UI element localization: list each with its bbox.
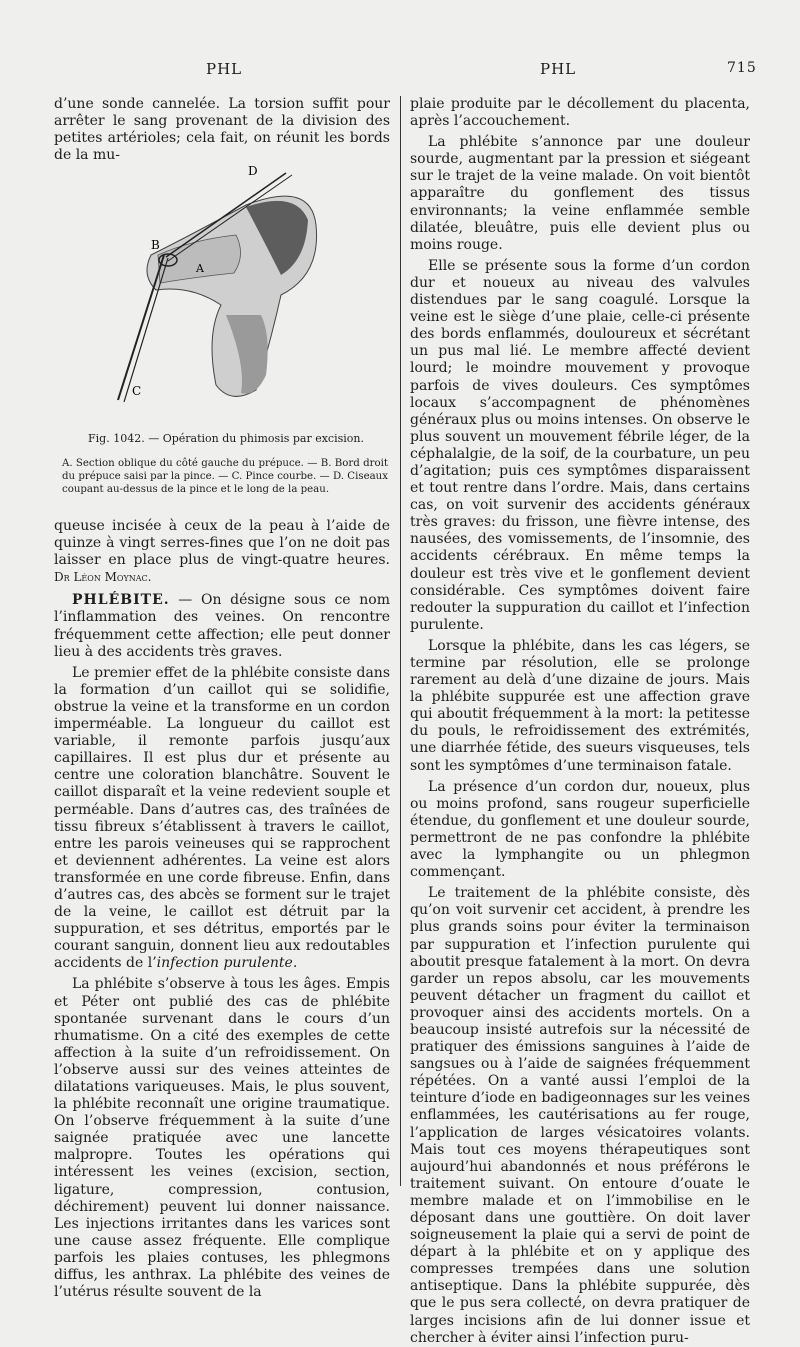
- left-column-body: [54, 518, 390, 1301]
- paragraph-prognosis: Lorsque la phlébite, dans les cas légers, se termine par résolution, elle se prolonge rarement au delà d’une dizaine de jours. Mais la phlébite suppurée est une affection grave qui aboutit fréquemment à la mort: la petitesse du pouls, le refroidissement des extrémités, une diarrhée fétide, des sueurs visqueuses, tels sont les symptômes d’une terminaison fatale.: [410, 637, 750, 774]
- left-column-top: [54, 96, 390, 164]
- continuation-text: queuse incisée à ceux de la peau à l’aide de quinze à vingt serres-fines que l’on ne doit pas laisser en place plus de vingt-quatre heures.: [54, 518, 390, 569]
- figure-label-c: C: [132, 384, 142, 398]
- right-column: [410, 96, 750, 1347]
- figure-illustration: [96, 165, 326, 423]
- figure-legend: A. Section oblique du côté gauche du prépuce. — B. Bord droit du prépuce saisi par la pince. — C. Pince courbe. — D. Ciseaux coupant au-dessus de la pince et le long de la peau.: [62, 458, 388, 495]
- paragraph-treatment: Le traitement de la phlébite consiste, dès qu’on voit survenir cet accident, à prendre les plus grands soins pour éviter la terminaison par suppuration et l’infection purulente qui aboutit presque fatalement à la mort. On devra garder un repos absolu, car les mouvements peuvent détacher un fragment du caillot et provoquer ainsi des accidents mortels. On a beaucoup insisté autrefois sur la nécessité de pratiquer des émissions sanguines à l’aide de sangsues ou à l’aide de saignées fréquemment répétées. On a vanté aussi l’emploi de la teinture d’iode en badigeonnages sur les veines enflammées, les cautérisations au fer rouge, l’application de larges vésicatoires volants. Mais tout ces moyens thérapeutiques sont aujourd’hui abandonnés et nous préférons le traitement suivant. On entoure d’ouate le membre malade et on l’immobilise en le déposant dans une gouttière. On doit laver soigneusement la plaie qui a servi de point de départ à la phlébite et on y applique des compresses trempées dans une solution antiseptique. Dans la phlébite suppurée, dès que le pus sera collecté, on devra pratiquer de larges incisions afin de lui donner issue et chercher à éviter ainsi l’infection puru-: [410, 885, 750, 1346]
- entry-headword: PHLÉBITE.: [72, 592, 170, 609]
- running-head-left: PHL: [206, 60, 243, 78]
- intro-paragraph: d’une sonde cannelée. La torsion suffit pour arrêter le sang provenant de la division des petites artérioles; cela fait, on réunit les bords de la mu-: [54, 96, 390, 164]
- column-divider: [400, 96, 401, 1186]
- italic-infection: infection purulente.: [156, 955, 298, 972]
- author-signature: Dr Léon Moynac.: [54, 570, 152, 585]
- page-number: 715: [727, 60, 757, 76]
- paragraph-symptoms: Elle se présente sous la forme d’un cordon dur et noueux au niveau des valvules distendues par le sang coagulé. Lorsque la veine est le siège d’une plaie, celle-ci présente des bords enflammés, douloureux et sécrétant un pus mal lié. Le membre affecté devient lourd; le moindre mouvement y provoque parfois de vives douleurs. Ces symptômes locaux s’accompagnent de phénomènes généraux plus ou moins intenses. On observe le plus souvent un mouvement fébrile léger, de la céphalalgie, de la soif, de la courbature, un peu d’agitation; puis ces symptômes disparaissent et tout rentre dans l’ordre. Mais, dans certains cas, on voit survenir des accidents généraux très graves: du frisson, une fièvre intense, des nausées, des vomissements, de l’insomnie, des accidents cérébraux. En même temps la douleur est très vive et le gonflement devient considérable. Ces symptômes doivent faire redouter la suppuration du caillot et l’infection purulente.: [410, 257, 750, 633]
- phimosis-engraving: [96, 165, 326, 423]
- running-head-center: PHL: [540, 60, 577, 78]
- figure-label-b: B: [151, 238, 160, 252]
- paragraph-onset: La phlébite s’annonce par une douleur sourde, augmentant par la pression et siégeant sur le trajet de la veine malade. On voit bientôt apparaître du gonflement des tissus environnants; la veine enflammée semble dilatée, bleuâtre, puis elle devient plus ou moins rouge.: [410, 134, 750, 253]
- figure-label-d: D: [248, 165, 258, 178]
- caillot-text: Le premier effet de la phlébite consiste dans la formation d’un caillot qui se solidifie, obstrue la veine et la transforme en un cordon imperméable. La longueur du caillot est variable, il remonte parfois jusqu’aux capillaires. Il est plus dur et présente au centre une coloration blanchâtre. Souvent le caillot disparaît et la veine redevient souple et perméable. Dans d’autres cas, des traînées de tissu fibreux s’établissent à travers le caillot, entre les parois veineuses qui se rapprochent et deviennent adhérentes. La veine est alors transformée en une corde fibreuse. Enfin, dans d’autres cas, des abcès se forment sur le trajet de la veine, le caillot est détruit par la suppuration, et ses détritus, emportés par le courant sanguin, donnent lieu aux redoutables accidents de l’: [54, 664, 390, 972]
- phlebite-definition: [54, 592, 390, 660]
- paragraph-etiology: La phlébite s’observe à tous les âges. Empis et Péter ont publié des cas de phlébite spontanée survenant dans le cours d’un rhumatisme. On a cité des exemples de cette affection à la suite d’un refroidissement. On l’observe aussi sur des veines atteintes de dilatations variqueuses. Mais, le plus souvent, la phlébite reconnaît une origine traumatique. On l’observe fréquemment à la suite d’une saignée pratiquée avec une lancette malpropre. Toutes les opérations qui intéressent les veines (excision, section, ligature, compression, contusion, déchirement) peuvent lui donner naissance. Les injections irritantes dans les varices sont une cause assez fréquente. Elle complique parfois les plaies contuses, les phlegmons diffus, les anthrax. La phlébite des veines de l’utérus résulte souvent de la: [54, 976, 390, 1301]
- paragraph-placenta: plaie produite par le décollement du placenta, après l’accouchement.: [410, 96, 750, 130]
- paragraph-diagnosis: La présence d’un cordon dur, noueux, plus ou moins profond, sans rougeur superficielle étendue, du gonflement et une douleur sourde, permettront de ne pas confondre la phlébite avec la lymphangite ou un phlegmon commençant.: [410, 778, 750, 881]
- continuation-paragraph: [54, 518, 390, 586]
- figure-label-a: A: [196, 262, 204, 275]
- figure-caption-title: Fig. 1042. — Opération du phimosis par excision.: [88, 432, 364, 445]
- definition-text: — On désigne sous ce nom l’inflammation des veines. On rencontre fréquemment cette affection; elle peut donner lieu à des accidents très graves.: [54, 592, 390, 660]
- paragraph-caillot: [54, 665, 390, 973]
